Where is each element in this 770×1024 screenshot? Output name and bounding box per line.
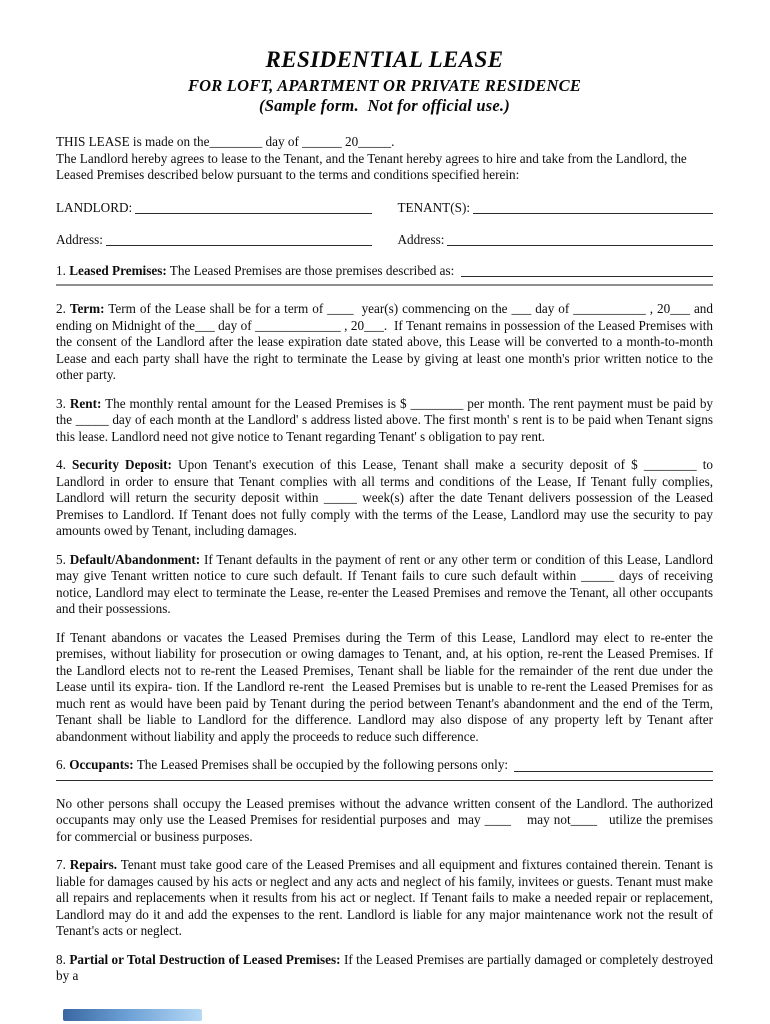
intro-line-made-on: THIS LEASE is made on the________ day of ______ 20_____. bbox=[56, 134, 395, 149]
section-8-heading: Partial or Total Destruction of Leased Premises: bbox=[69, 951, 341, 967]
intro-line-agreement: The Landlord hereby agrees to lease to the Tenant, and the Tenant hereby agrees to hire and take from the Landlord, the Leased Premises described below pursuant to the terms and conditions specified herein: bbox=[56, 150, 687, 182]
tenant-blank-line bbox=[473, 213, 713, 214]
tenant-address-label: Address: bbox=[397, 231, 445, 247]
section-2-term bbox=[56, 301, 713, 384]
section-1-continuation-blank-line bbox=[56, 284, 713, 286]
landlord-address-field bbox=[56, 231, 372, 248]
section-1-blank-line bbox=[461, 276, 713, 277]
progress-bar-artifact bbox=[63, 1009, 202, 1021]
section-5-default-abandonment bbox=[56, 552, 713, 618]
section-7-repairs bbox=[56, 857, 713, 940]
landlord-label: LANDLORD: bbox=[56, 199, 133, 215]
landlord-address-blank-line bbox=[106, 245, 372, 246]
section-6-blank-line bbox=[514, 771, 713, 772]
document-subtitle: FOR LOFT, APARTMENT OR PRIVATE RESIDENCE bbox=[187, 76, 582, 95]
section-6-occupants bbox=[56, 757, 713, 774]
section-6-text: The Leased Premises shall be occupied by the following persons only: bbox=[133, 757, 512, 772]
section-4-text: Upon Tenant's execution of this Lease, Tenant shall make a security deposit of $ ________ to Landlord in order to ensure that Tenant complies with all terms and conditions of the Lease, If Tenant fully complies, Landlord will return the security deposit within _____ week(s) after the date Tenant delivers possession of the Leased Premises to Landlord. If Tenant does not fully comply with the terms of the Lease, Landlord may use the security to pay amounts owed by Tenant, including damages. bbox=[56, 457, 713, 538]
section-6-continuation-blank-line bbox=[56, 780, 713, 781]
occupants-rules-paragraph: No other persons shall occupy the Leased premises without the advance written consent of the Landlord. The authorized occupants may only use the Leased Premises for residential purposes and may ____ may not____ utilize the premises for commercial or business purposes. bbox=[56, 795, 713, 844]
section-1-text: The Leased Premises are those premises described as: bbox=[166, 262, 458, 278]
address-row bbox=[56, 231, 713, 248]
parties-row bbox=[56, 199, 713, 216]
tenant-address-field bbox=[398, 231, 714, 248]
section-4-heading: Security Deposit: bbox=[72, 457, 172, 472]
landlord-address-label: Address: bbox=[56, 231, 103, 247]
abandonment-paragraph: If Tenant abandons or vacates the Leased Premises during the Term of this Lease, Landlord may elect to re-enter the premises, without liability for prosecution or owing damages to Tenant, and, at his option, re-rent the Leased Premises. If the Landlord elects not to re-rent the Leased Premises, Tenant shall be liable for the remainder of the rent due under the Lease until its expira- tion. If the Landlord re-rent the Leased Premises but is unable to re-rent the Leased Premises for as much rent as would have been paid by Tenant during the period between Tenant's abandonment and the end of the Term, Tenant shall be liable to Landlord for the difference. Landlord may also dispose of any property left by Tenant after abandonment without liability and apply the proceeds to reduce such difference. bbox=[56, 629, 713, 744]
section-2-text: Term of the Lease shall be for a term of ____ year(s) commencing on the ___ day of ___________ , 20___ and ending on Midnight of the___ day of _____________ , 20___. If Tenant remains in possession of the Leased Premises with the consent of the Landlord after the lease expiration date stated above, this Lease will be converted to a month-to-month Lease and each party shall have the right to terminate the Lease by giving at least one month's prior written notice to the other party. bbox=[56, 301, 713, 382]
section-6-number: 6. bbox=[56, 757, 70, 772]
section-3-rent bbox=[56, 396, 713, 446]
section-1-heading: Leased Premises: bbox=[69, 262, 167, 278]
document-header bbox=[56, 46, 713, 116]
section-5-number: 5. bbox=[56, 551, 70, 567]
section-8-number: 8. bbox=[56, 951, 70, 967]
section-6-heading: Occupants: bbox=[69, 757, 134, 772]
landlord-field bbox=[56, 199, 372, 216]
section-5-heading: Default/Abandonment: bbox=[69, 551, 201, 567]
section-3-number: 3. bbox=[56, 395, 70, 411]
section-7-number: 7. bbox=[56, 857, 70, 872]
section-7-heading: Repairs. bbox=[69, 857, 118, 872]
section-4-number: 4. bbox=[56, 457, 73, 472]
section-3-text: The monthly rental amount for the Leased Premises is $ ________ per month. The rent payment must be paid by the _____ day of each month at the Landlord' s address listed above. The first month' s rent is to be paid when Tenant signs this lease. Landlord need not give notice to Tenant regarding Tenant' s obligation to pay rent. bbox=[56, 395, 714, 444]
document-title: RESIDENTIAL LEASE bbox=[265, 47, 504, 72]
sample-note: (Sample form. Not for official use.) bbox=[259, 96, 510, 115]
section-1-leased-premises bbox=[56, 263, 713, 280]
tenant-field bbox=[398, 199, 714, 216]
tenant-label: TENANT(S): bbox=[397, 199, 471, 215]
landlord-blank-line bbox=[135, 213, 371, 214]
section-1-number: 1. bbox=[56, 262, 70, 278]
tenant-address-blank-line bbox=[447, 245, 713, 246]
section-4-security-deposit bbox=[56, 457, 713, 540]
intro-paragraph bbox=[56, 134, 713, 184]
section-3-heading: Rent: bbox=[69, 395, 102, 411]
section-2-heading: Term: bbox=[69, 301, 105, 316]
section-5-text: If Tenant defaults in the payment of rent or any other term or condition of this Lease, Landlord may give Tenant written notice to cure such default. If Tenant fails to cure such default within _____ days of receiving notice, Landlord may elect to terminate the Lease, re-enter the Leased Premises and remove the Tenant, all other occupants and their possessions. bbox=[56, 551, 713, 616]
section-8-destruction bbox=[56, 952, 713, 985]
section-8-text: If the Leased Premises are partially damaged or completely destroyed by a bbox=[56, 951, 713, 983]
section-2-number: 2. bbox=[56, 301, 70, 316]
section-7-text: Tenant must take good care of the Leased Premises and all equipment and fixtures contained therein. Tenant is liable for damages caused by his acts or neglect and any acts and neglect of his family, invitees or guests. Tenant must make all repairs and replacements when it results from his act or neglect. If Tenant fails to make a needed repair or replacement, Landlord may do it and add the expenses to the rent. Landlord is liable for any major maintenance work not the result of Tenant's acts or neglect. bbox=[56, 857, 713, 938]
